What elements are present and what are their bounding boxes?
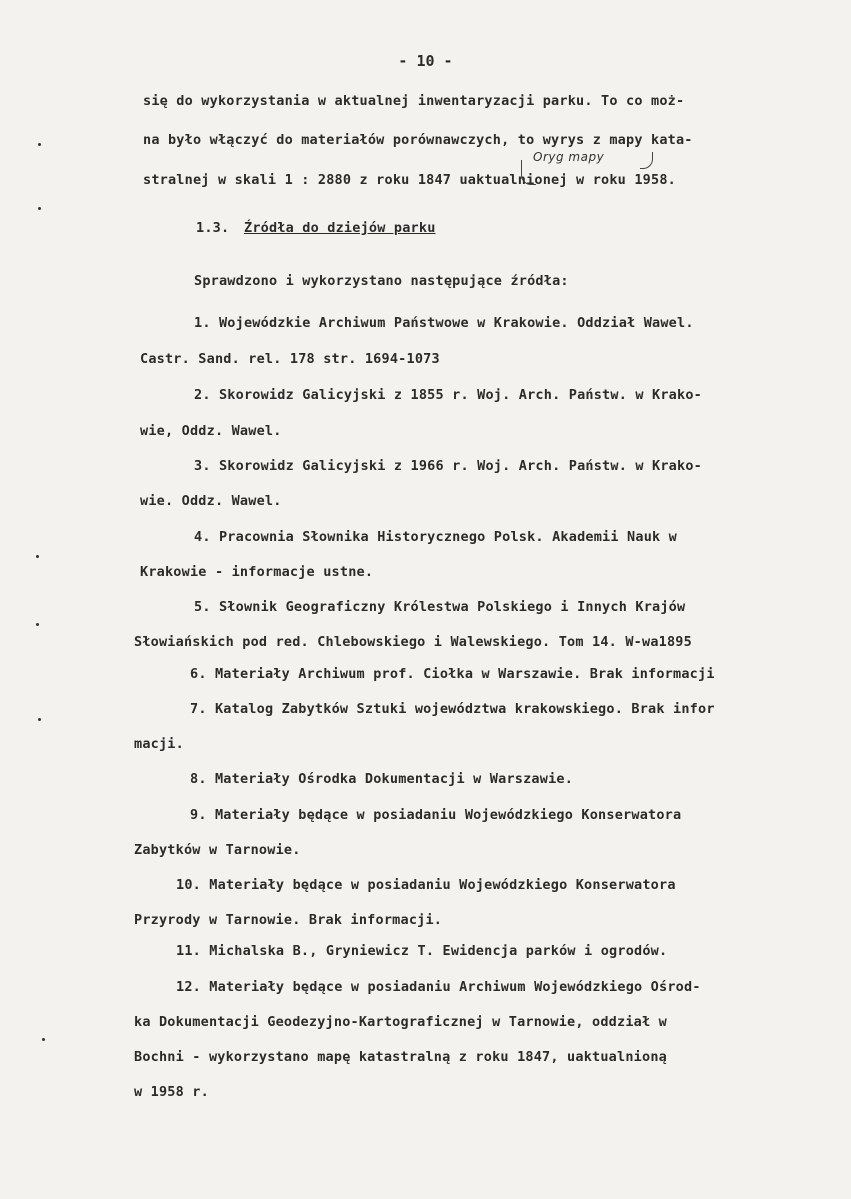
margin-dot: [42, 1038, 45, 1041]
section-number: 1.3.: [196, 220, 230, 236]
source-item-10-line-2: Przyrody w Tarnowie. Brak informacji.: [134, 912, 443, 928]
source-item-12-line-2: ka Dokumentacji Geodezyjno-Kartograficznej w Tarnowie, oddział w: [134, 1014, 667, 1030]
margin-dot: [36, 623, 39, 626]
source-item-9-line-2: Zabytków w Tarnowie.: [134, 842, 301, 858]
source-item-7-line-1: 7. Katalog Zabytków Sztuki województwa krakowskiego. Brak infor: [190, 701, 715, 717]
source-item-2-line-1: 2. Skorowidz Galicyjski z 1855 r. Woj. Arch. Państw. w Krako-: [194, 387, 702, 403]
source-item-8-line-1: 8. Materiały Ośrodka Dokumentacji w Warszawie.: [190, 771, 574, 787]
intro-line-3: stralnej w skali 1 : 2880 z roku 1847 uaktualnionej w roku 1958.: [143, 172, 676, 188]
source-item-7-line-2: macji.: [134, 736, 184, 752]
margin-dot: [38, 718, 41, 721]
source-item-6-line-1: 6. Materiały Archiwum prof. Ciołka w Warszawie. Brak informacji: [190, 666, 715, 682]
source-item-5-line-1: 5. Słownik Geograficzny Królestwa Polskiego i Innych Krajów: [194, 599, 686, 615]
source-item-1-line-2: Castr. Sand. rel. 178 str. 1694-1073: [140, 351, 440, 367]
source-item-3-line-2: wie. Oddz. Wawel.: [140, 493, 282, 509]
source-item-4-line-2: Krakowie - informacje ustne.: [140, 564, 374, 580]
source-item-4-line-1: 4. Pracownia Słownika Historycznego Polsk. Akademii Nauk w: [194, 529, 678, 545]
handwritten-note: Oryg mapy: [533, 150, 605, 164]
source-item-2-line-2: wie, Oddz. Wawel.: [140, 423, 282, 439]
handwritten-bracket-left: [521, 160, 536, 185]
source-item-11-line-1: 11. Michalska B., Gryniewicz T. Ewidencja parków i ogrodów.: [176, 943, 668, 959]
margin-dot: [38, 143, 41, 146]
source-item-12-line-3: Bochni - wykorzystano mapę katastralną z roku 1847, uaktualnioną: [134, 1049, 667, 1065]
source-item-12-line-1: 12. Materiały będące w posiadaniu Archiwum Wojewódzkiego Ośrod-: [176, 979, 701, 995]
section-title: Źródła do dziejów parku: [244, 220, 436, 236]
source-item-1-line-1: 1. Wojewódzkie Archiwum Państwowe w Krakowie. Oddział Wawel.: [194, 315, 694, 331]
intro-line-1: się do wykorzystania w aktualnej inwentaryzacji parku. To co moż-: [143, 93, 685, 109]
intro-line-2: na było włączyć do materiałów porównawczych, to wyrys z mapy kata-: [143, 132, 693, 148]
margin-dot: [36, 555, 39, 558]
source-item-12-line-4: w 1958 r.: [134, 1084, 209, 1100]
source-item-3-line-1: 3. Skorowidz Galicyjski z 1966 r. Woj. Arch. Państw. w Krako-: [194, 458, 702, 474]
handwritten-bracket-right: [640, 152, 653, 169]
margin-dot: [38, 207, 41, 210]
source-item-9-line-1: 9. Materiały będące w posiadaniu Wojewódzkiego Konserwatora: [190, 807, 682, 823]
page-number: - 10 -: [398, 52, 453, 70]
source-item-5-line-2: Słowiańskich pod red. Chlebowskiego i Walewskiego. Tom 14. W-wa1895: [134, 634, 692, 650]
source-item-10-line-1: 10. Materiały będące w posiadaniu Wojewódzkiego Konserwatora: [176, 877, 676, 893]
sources-lead: Sprawdzono i wykorzystano następujące źródła:: [194, 273, 569, 289]
